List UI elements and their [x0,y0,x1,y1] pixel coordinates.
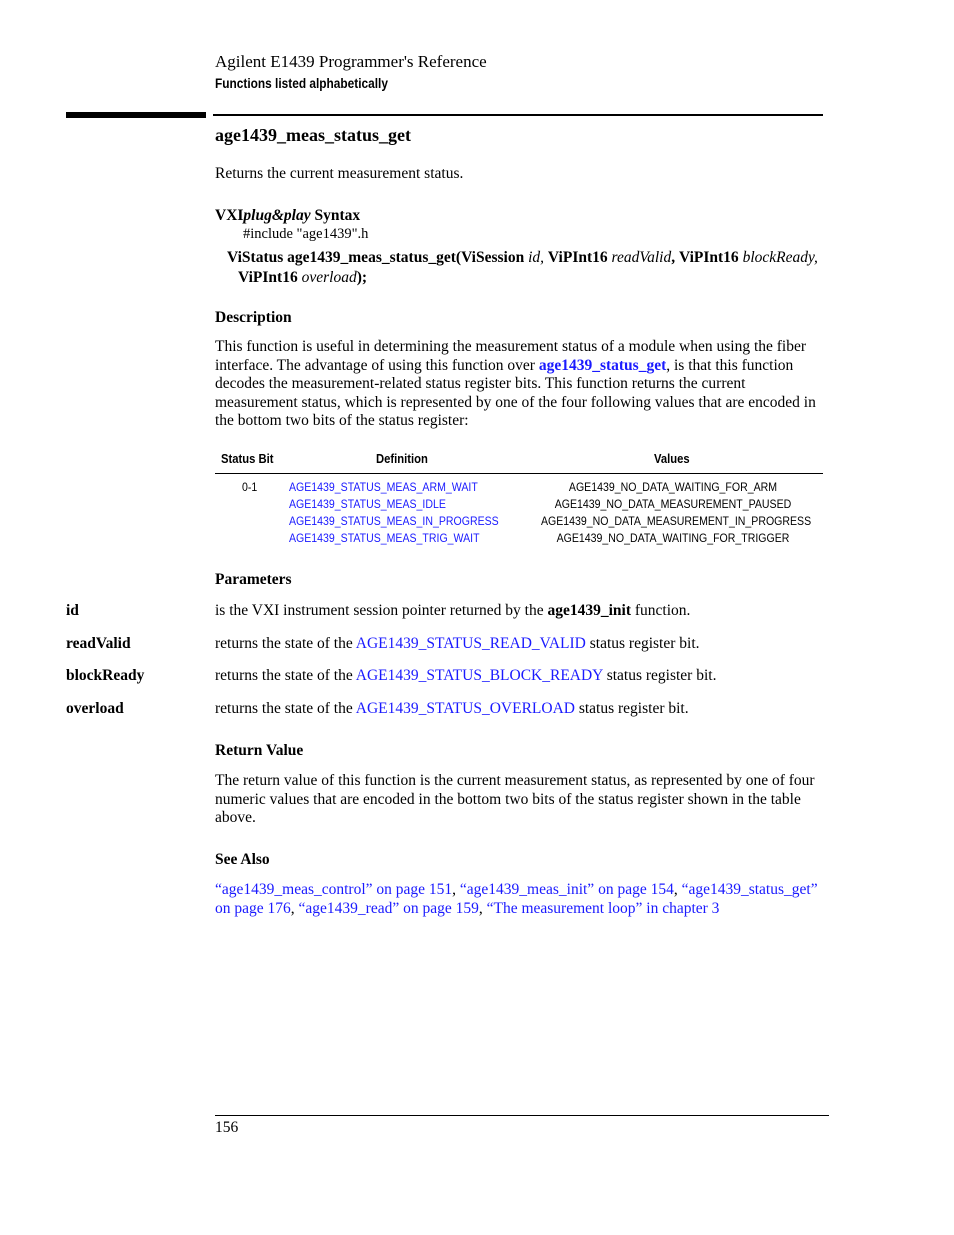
table-definitions [289,479,527,547]
param-overload-post: status register bit. [574,700,689,717]
table-value-measurement-in-progress: AGE1439_NO_DATA_MEASUREMENT_IN_PROGRESS [541,514,812,528]
syntax-heading [215,207,360,225]
description-heading: Description [215,309,292,326]
param-overload-link[interactable]: AGE1439_STATUS_OVERLOAD [355,700,575,717]
table-values [523,479,823,547]
sig-type-2: ViPInt16 [547,249,608,266]
return-value-heading: Return Value [215,742,304,759]
param-name-overload: overload [66,700,124,717]
sig-end: ); [356,269,368,286]
see-also-link-meas-control[interactable]: “age1439_meas_control” on page 151 [215,881,453,898]
param-name-blockready: blockReady [66,667,145,684]
syntax-heading-prefix: VXI [215,207,244,224]
parameters-heading: Parameters [215,571,292,588]
sig-param-1: id, [528,249,545,266]
table-cell-status-bit: 0-1 [242,480,258,494]
table-header-status-bit: Status Bit [221,452,274,466]
sig-sep-2: , [671,249,676,266]
sig-return-and-name: ViStatus age1439_meas_status_get( [227,249,462,266]
table-definition-trig-wait[interactable]: AGE1439_STATUS_MEAS_TRIG_WAIT [289,531,480,545]
table-header-rule [215,473,823,474]
table-definition-in-progress[interactable]: AGE1439_STATUS_MEAS_IN_PROGRESS [289,514,499,528]
see-also-sep-1: , [452,881,460,898]
param-readvalid-post: status register bit. [585,635,700,652]
param-blockready-link[interactable]: AGE1439_STATUS_BLOCK_READY [355,667,603,684]
footer-rule [215,1115,829,1116]
page-number: 156 [215,1119,239,1136]
header-rule-thin [213,114,823,116]
function-summary: Returns the current measurement status. [215,165,464,182]
see-also-links [215,881,827,918]
see-also-sep-2: , [673,881,682,898]
table-definition-idle[interactable]: AGE1439_STATUS_MEAS_IDLE [289,497,446,511]
param-desc-overload [215,700,825,719]
see-also-sep-3: , [290,899,299,917]
table-value-waiting-for-trigger: AGE1439_NO_DATA_WAITING_FOR_TRIGGER [556,531,790,545]
param-desc-id [215,602,825,621]
description-text-before: This function is useful in determining the measurement status of a module when using the fiber interface. The advantage of using this function over [215,338,807,374]
description-text [215,338,825,431]
see-also-link-measurement-loop[interactable]: “The measurement loop” in chapter 3 [486,899,720,917]
syntax-include: #include "age1439".h [243,226,369,242]
param-blockready-post: status register bit. [602,667,717,684]
sig-param-2: readValid [611,249,672,266]
syntax-heading-suffix: Syntax [310,207,361,224]
description-link-status-get[interactable]: age1439_status_get [538,356,667,374]
param-name-readvalid: readValid [66,635,131,652]
sig-type-1: ViSession [461,249,525,266]
sig-param-4: overload [301,269,357,286]
table-value-waiting-for-arm: AGE1439_NO_DATA_WAITING_FOR_ARM [568,480,778,494]
description-text-after: , is that this function decodes the measurement-related status register bits. This function returns the current measurement status, which is represented by one of the four following values that are encoded in the bottom two bits of the status register: [215,356,816,430]
param-id-post: function. [631,602,691,619]
header-rule-thick [66,112,206,118]
function-title: age1439_meas_status_get [215,125,411,145]
syntax-heading-italic: plug&play [243,207,311,224]
param-overload-pre: returns the state of the [215,700,356,717]
running-header-subtitle: Functions listed alphabetically [215,76,388,91]
running-header-title: Agilent E1439 Programmer's Reference [215,52,487,71]
param-readvalid-pre: returns the state of the [215,635,356,652]
see-also-link-meas-init[interactable]: “age1439_meas_init” on page 154 [459,881,674,898]
see-also-link-read[interactable]: “age1439_read” on page 159 [298,899,479,917]
table-header-definition: Definition [376,452,428,466]
param-blockready-pre: returns the state of the [215,667,356,684]
param-readvalid-link[interactable]: AGE1439_STATUS_READ_VALID [355,635,586,652]
table-header-values: Values [654,452,690,466]
see-also-link-status-get[interactable]: “age1439_status_get” on page 176 [215,881,818,917]
param-desc-blockready [215,667,825,686]
see-also-heading: See Also [215,851,270,868]
sig-param-3: blockReady, [742,249,818,266]
table-definition-arm-wait[interactable]: AGE1439_STATUS_MEAS_ARM_WAIT [289,480,478,494]
return-value-text: The return value of this function is the current measurement status, as represented by one of four numeric values that are encoded in the bottom two bits of the status register shown in the table above. [215,772,815,827]
sig-type-3: ViPInt16 [678,249,739,266]
table-value-measurement-paused: AGE1439_NO_DATA_MEASUREMENT_PAUSED [554,497,792,511]
param-desc-readvalid [215,635,825,654]
function-signature [227,248,838,288]
sig-type-4: ViPInt16 [238,269,298,286]
param-id-bold: age1439_init [547,602,632,619]
param-id-pre: is the VXI instrument session pointer returned by the [215,602,548,619]
param-name-id: id [66,602,79,619]
see-also-sep-4: , [478,899,487,917]
